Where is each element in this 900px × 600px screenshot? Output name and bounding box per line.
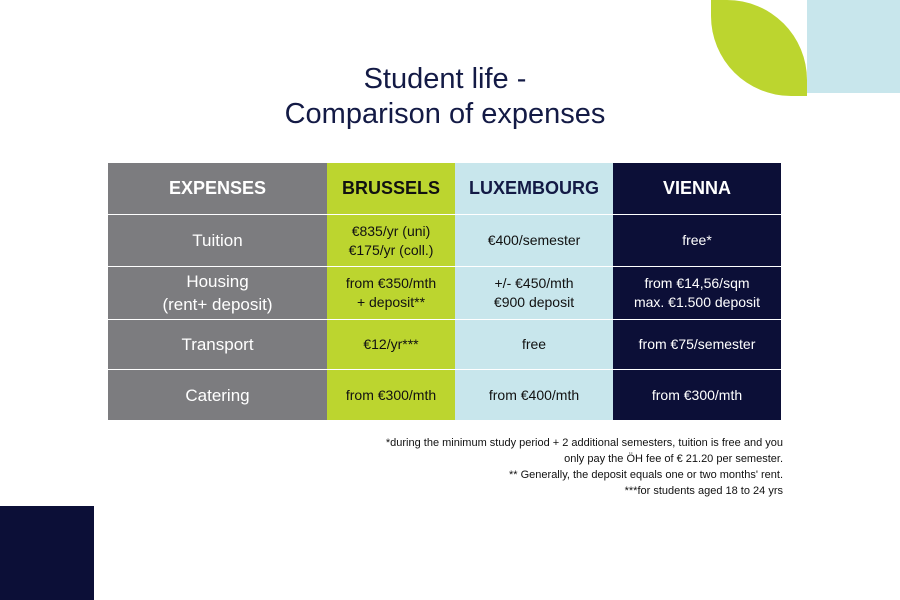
page-title-line-2: Comparison of expenses [284,98,606,130]
row-transport-luxembourg-text: free [521,336,547,352]
row-catering-vienna [613,370,781,420]
row-tuition-vienna [613,215,781,266]
row-catering-brussels [327,370,455,420]
row-tuition-label [108,215,327,266]
header-brussels: BRUSSELS [327,163,455,214]
row-housing-brussels-line-1: from €350/mth [345,275,437,291]
row-catering-label [108,370,327,420]
footnote-line-3: ** Generally, the deposit equals one or two months' rent. [509,469,783,481]
row-housing-brussels-line-2: + deposit** [356,294,426,310]
row-housing-vienna-line-1: from €14,56/sqm [644,275,750,291]
row-housing-label-line-2: (rent+ deposit) [162,295,273,314]
row-tuition-luxembourg [455,215,613,266]
row-tuition-brussels-line-2: €175/yr (coll.) [348,241,434,258]
row-transport-luxembourg [455,320,613,369]
row-housing-brussels [327,267,455,319]
row-housing-vienna-line-2: max. €1.500 deposit [633,294,761,310]
decorative-navy-square [0,506,94,600]
page-title-line-1: Student life - [363,63,527,95]
row-housing-vienna [613,267,781,319]
row-housing-luxembourg [455,267,613,319]
row-catering-label-text: Catering [185,385,250,405]
page-title [200,62,690,132]
footnote-line-1: *during the minimum study period + 2 additional semesters, tuition is free and you [385,437,783,449]
row-housing-luxembourg-line-2: €900 deposit [493,294,575,310]
expenses-comparison-table [108,163,781,418]
row-transport-label [108,320,327,369]
row-catering-vienna-text: from €300/mth [651,386,743,403]
header-expenses: EXPENSES [108,163,327,214]
header-vienna: VIENNA [613,163,781,214]
row-transport-brussels [327,320,455,369]
decorative-lime-leaf-shape [711,0,807,96]
decorative-light-blue-square [807,0,900,93]
row-catering-luxembourg-text: from €400/mth [488,386,580,403]
row-housing-label-line-1: Housing [186,272,249,291]
row-transport-vienna-text: from €75/semester [638,336,756,352]
row-housing-label [108,267,327,319]
row-catering-luxembourg [455,370,613,420]
row-tuition-label-text: Tuition [192,231,243,250]
footnote-line-4: ***for students aged 18 to 24 yrs [624,485,783,497]
row-transport-brussels-text: €12/yr*** [363,336,419,352]
row-tuition-brussels-line-1: €835/yr (uni) [351,222,431,239]
footnote-line-2: only pay the ÖH fee of € 21.20 per semester. [564,453,783,465]
footnotes [300,435,783,499]
header-luxembourg: LUXEMBOURG [455,163,613,214]
row-housing-luxembourg-line-1: +/- €450/mth [494,275,574,291]
row-catering-brussels-text: from €300/mth [345,386,437,403]
row-transport-label-text: Transport [181,335,254,354]
row-tuition-vienna-text: free* [682,232,712,248]
row-transport-vienna [613,320,781,369]
row-tuition-luxembourg-text: €400/semester [487,232,581,248]
row-tuition-brussels [327,215,455,266]
